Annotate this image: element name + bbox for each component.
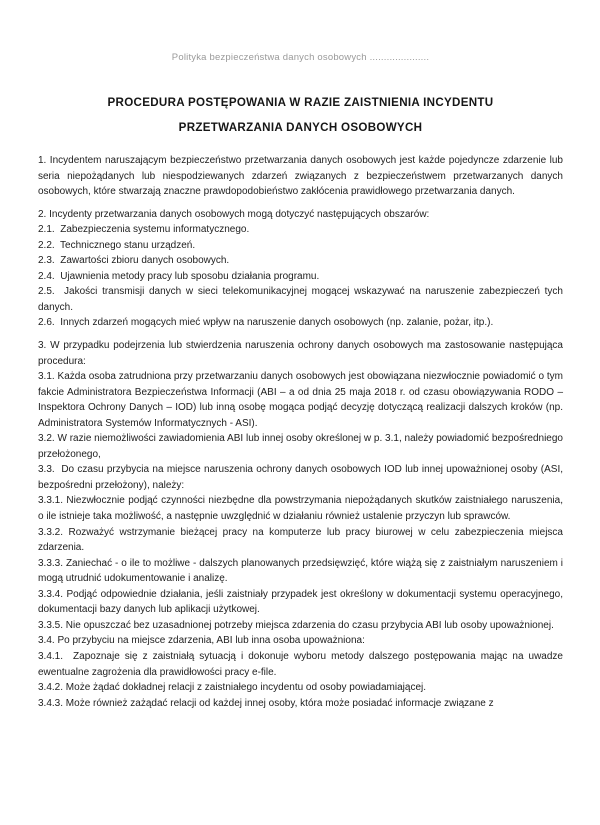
clause-3-3-3: 3.3.3. Zaniechać - o ile to możliwe - dalszych planowanych przedsięwzięć, które wiążą się z zaistniałym naruszeniem i mogą utrudnić udokumentowanie i analizę.: [38, 557, 563, 585]
clause-3-4-1: 3.4.1. Zapoznaje się z zaistniałą sytuacją i dokonuje wyboru metody dalszego postępowania mając na uwadze ewentualne zagrożenia dla prawidłowości pracy e-file.: [38, 650, 563, 678]
list-item-2-3: 2.3. Zawartości zbioru danych osobowych.: [38, 255, 230, 267]
list-item-2-2: 2.2. Technicznego stanu urządzeń.: [38, 239, 196, 251]
clause-3-4: 3.4. Po przybyciu na miejsce zdarzenia, ABI lub inna osoba upoważniona:: [38, 635, 365, 647]
clause-3-3: 3.3. Do czasu przybycia na miejsce naruszenia ochrony danych osobowych IOD lub innej upoważnionej osoby (ASI, bezpośredni przełożony), należy:: [38, 464, 563, 491]
paragraph-1: 1. Incydentem naruszającym bezpieczeństwo przetwarzania danych osobowych jest każde pojedyncze zdarzenie lub seria niepożądanych lub niespodziewanych zdarzeń związanych z bezpieczeństwem przetwarzanych danych osobowych, które stwarzają znaczne prawdopodobieństwo zakłócenia prawidłowego przetwarzania danych.: [38, 155, 563, 198]
document-title-line-1: PROCEDURA POSTĘPOWANIA W RAZIE ZAISTNIENIA INCYDENTU: [107, 96, 494, 109]
clause-3-3-5: 3.3.5. Nie opuszczać bez uzasadnionej potrzeby miejsca zdarzenia do czasu przybycia ABI lub osoby upoważnionej.: [38, 619, 554, 631]
section-2-heading: 2. Incydenty przetwarzania danych osobowych mogą dotyczyć następujących obszarów:: [38, 208, 430, 220]
list-item-2-5: 2.5. Jakości transmisji danych w sieci telekomunikacyjnej mogącej wskazywać na naruszenie zabezpieczeń tych danych.: [38, 286, 563, 313]
clause-3-3-1: 3.3.1. Niezwłocznie podjąć czynności niezbędne dla powstrzymania niepożądanych skutków zaistniałego naruszenia, o ile istnieje taka możliwość, a następnie uwzględnić w działaniu również ustalenie przyczyn lub sprawców.: [38, 495, 563, 523]
clause-3-3-2: 3.3.2. Rozważyć wstrzymanie bieżącej pracy na komputerze lub pracy biurowej w celu zabezpieczenia miejsca zdarzenia.: [38, 526, 563, 554]
clause-3-3-4: 3.3.4. Podjąć odpowiednie działania, jeśli zaistniały przypadek jest określony w dokumentacji systemu operacyjnego, dokumentacji bazy danych lub aplikacji użytkowej.: [38, 588, 563, 616]
clause-3-2: 3.2. W razie niemożliwości zawiadomienia ABI lub innej osoby określonej w p. 3.1, należy powiadomić bezpośredniego przełożonego,: [38, 433, 563, 460]
document-title-line-2: PRZETWARZANIA DANYCH OSOBOWYCH: [178, 121, 423, 134]
list-item-2-1: 2.1. Zabezpieczenia systemu informatycznego.: [38, 224, 250, 236]
clause-3-4-2: 3.4.2. Może żądać dokładnej relacji z zaistniałego incydentu od osoby powiadamiającej.: [38, 682, 427, 694]
list-item-2-6: 2.6. Innych zdarzeń mogących mieć wpływ na naruszenie danych osobowych (np. zalanie, pożar, itp.).: [38, 317, 494, 329]
clause-3-4-3: 3.4.3. Może również zażądać relacji od każdej innej osoby, która może posiadać informacje związane z: [38, 697, 494, 709]
clause-3-1: 3.1. Każda osoba zatrudniona przy przetwarzaniu danych osobowych jest obowiązana niezwłocznie powiadomić o tym fakcie Administratora Bezpieczeństwa Informacji (ABI – a od dnia 25 maja 2018 r. od czasu obowiązywania RODO – Inspektora Ochrony Danych – IOD) lub inną osobę mogąca podjąć decyzję dotyczącą realizacji dalszych kroków (np. Administratora Systemów Informatycznych - ASI).: [38, 371, 563, 429]
section-3-heading: 3. W przypadku podejrzenia lub stwierdzenia naruszenia ochrony danych osobowych ma zastosowanie następująca procedura:: [38, 340, 563, 367]
document-body: [38, 153, 563, 711]
page-header-note: Polityka bezpieczeństwa danych osobowych .....................: [171, 52, 430, 63]
document-title: [38, 90, 563, 140]
list-item-2-4: 2.4. Ujawnienia metody pracy lub sposobu działania programu.: [38, 270, 320, 282]
